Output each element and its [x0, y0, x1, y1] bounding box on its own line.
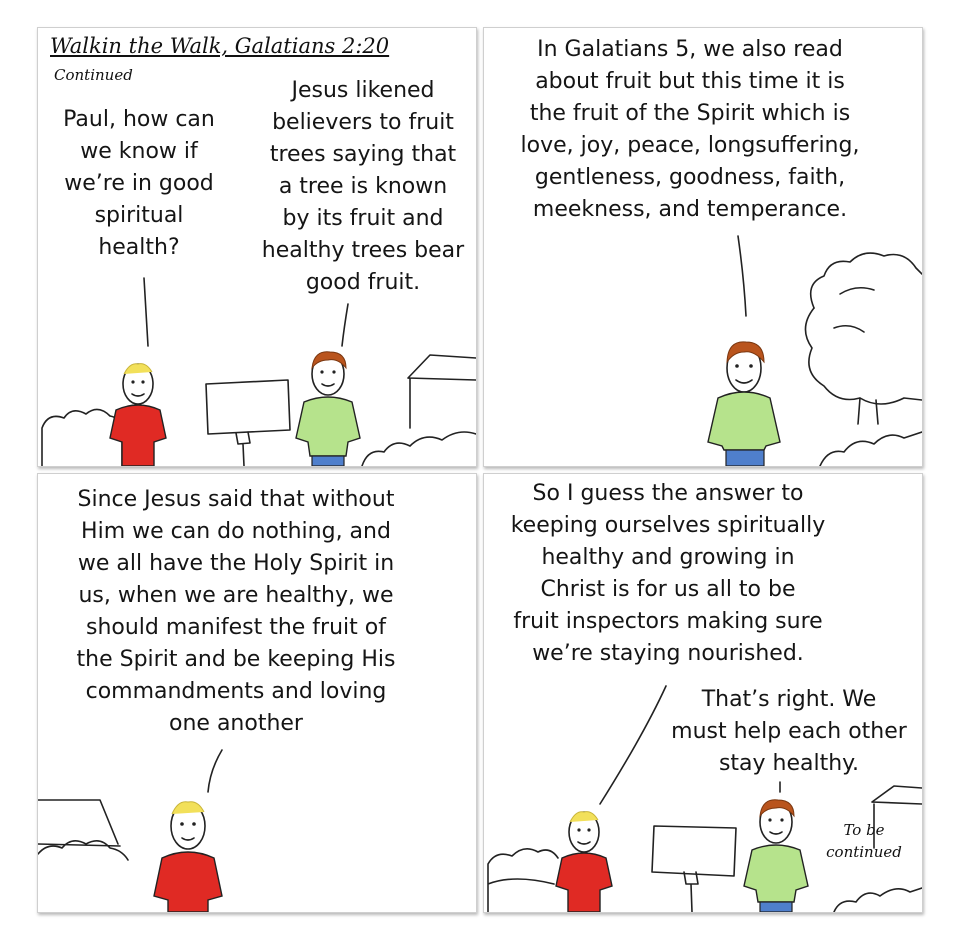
- house: [38, 800, 120, 846]
- speech-friend: In Galatians 5, we also read about fruit but this time it is the fruit of the Spirit which is love, joy, peace, longsuffering, gentleness, goodness, faith, meekness, and temperance.: [520, 37, 860, 222]
- speech-tail-paul: [144, 278, 148, 346]
- panel-4-illustration: [484, 474, 922, 912]
- friend-figure: [744, 800, 808, 912]
- bush-right: [362, 432, 476, 466]
- tree-detail: [834, 288, 874, 332]
- tree-canopy-lower: [805, 308, 922, 404]
- sign-board: [206, 380, 290, 434]
- speech-paul: So I guess the answer to keeping ourselves spiritually healthy and growing in Christ is for us all to be fruit inspectors making sure we’re staying nourished.: [510, 481, 826, 666]
- speech-tail-paul: [208, 750, 222, 792]
- speech-tail-friend: [342, 304, 348, 346]
- comic-subtitle: Continued: [54, 66, 133, 84]
- comic-panel-1: [37, 27, 477, 467]
- to-be-continued: To be continued: [826, 821, 902, 861]
- speech-tail-friend: [738, 236, 746, 316]
- panel-2-illustration: [484, 28, 922, 466]
- panel-1-illustration: [38, 28, 476, 466]
- comic-title: Walkin the Walk, Galatians 2:20: [50, 34, 390, 58]
- house: [408, 355, 476, 428]
- speech-paul: Paul, how can we know if we’re in good spiritual health?: [63, 107, 215, 260]
- friend-figure: [708, 342, 780, 466]
- speech-paul: Since Jesus said that without Him we can do nothing, and we all have the Holy Spirit in us, when we are healthy, we should manifest the fruit of the Spirit and be keeping His commandments and loving one another: [76, 487, 396, 736]
- speech-tail-paul: [600, 686, 666, 804]
- friend-figure: [296, 352, 360, 466]
- bush-right: [820, 432, 922, 466]
- sign-post: [684, 872, 698, 912]
- panel-3-illustration: [38, 474, 476, 912]
- tree-canopy: [811, 253, 922, 308]
- sign-post: [236, 432, 250, 466]
- paul-figure: [154, 802, 222, 912]
- speech-friend: That’s right. We must help each other stay healthy.: [671, 687, 907, 776]
- paul-figure: [110, 364, 166, 466]
- paul-figure: [556, 812, 612, 912]
- comic-panel-4: [483, 473, 923, 913]
- speech-friend: Jesus likened believers to fruit trees saying that a tree is known by its fruit and healthy trees bear good fruit.: [261, 78, 465, 295]
- bush-right: [834, 888, 922, 912]
- sign-board: [652, 826, 736, 876]
- house: [872, 786, 922, 848]
- comic-panel-3: [37, 473, 477, 913]
- comic-panel-2: [483, 27, 923, 467]
- bush-left: [488, 849, 558, 912]
